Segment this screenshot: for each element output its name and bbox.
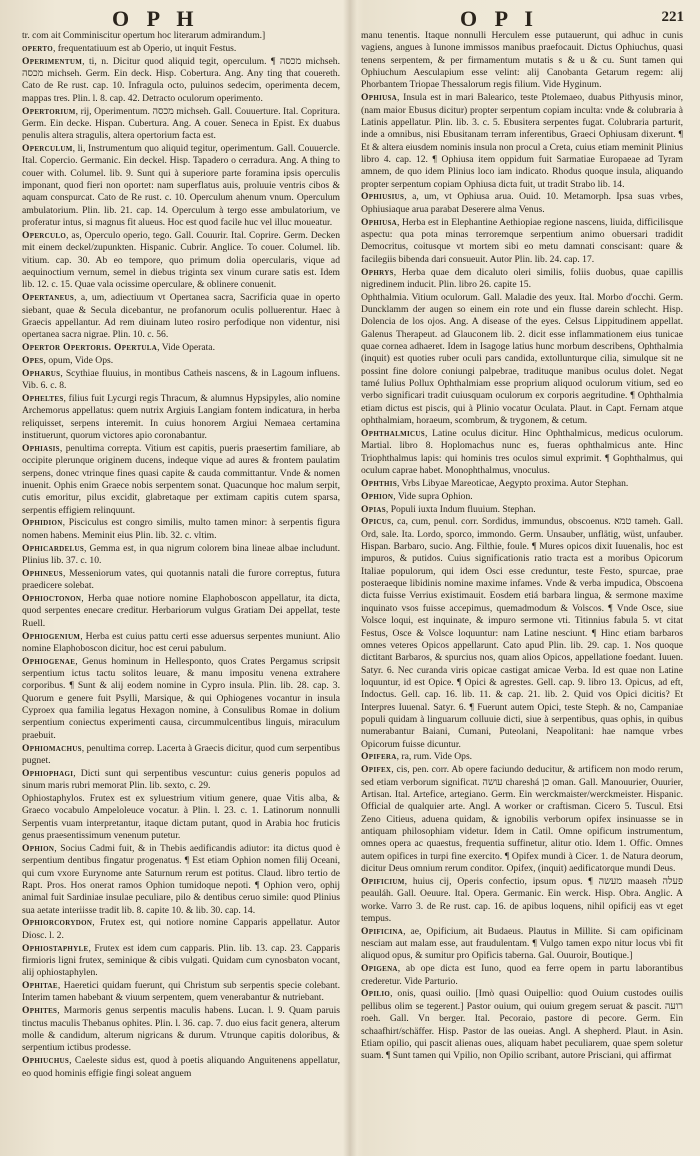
running-head-right: O P I	[460, 6, 539, 31]
headword: Opilio	[361, 988, 391, 1000]
dictionary-entry: Ophiusa, Herba est in Elephantine Aethiopiae regione nascens, liuida, difficilisque aspectu: qua pota minas terroremque serpentium animo obuersari tradidit Democritus, coitusque vt mortem sibi eo metu damnati conscisant: quare & facilegiis bibenda dari consueuit. Autor Plin. lib. 24. cap. 17.	[361, 216, 683, 265]
dictionary-entry: Opicus, ca, cum, penul. corr. Sordidus, immundus, obscoenus. טמא tameh. Gall. Ord, sale. Ita. Lordo, sporco, immondo. Germ. Unsauber, unflätig, wüst, unfauber. Hispan. Barbaro, sucio. Ang. Filthie, foule. ¶ Mures opicos dixit Iuuenalis, hoc est impuros, & putidos. Cuius significationis ratio tracta est a moribus Opicorum Italiae populorum, qui idem Osci esse creduntur, teste Festo, spurcae, prae posteraeque libidinis nomine maxime infames. Vnde & verba impudica, Obscoena dicta fuisse Verrius existimauit. Eosdem etiá barbara lingua, & sermone maxime inquinato vsos fuisse accepimus, quemadmodum & Volscos. ¶ Vnde Osce, siue Volsce loqui, est inquinate, & impuro sermone vti. Titinnius fabula 5. vt citat Festus, Osce & Volsce loquuntur: nam Latine nesciunt. ¶ Hinc etiam barbaros omnes veteres Opicos appellarunt. Cato apud Plin. lib. 29. cap. 1. Nos quoque dictitant Barbaros, & spurcius nos, quam alios Opicos, appellatione foedant. Iuuen. Satyr. 6. Nec curanda viris opicae castigat amicae Verba. Id est quae non Latine loquuntur, id est Opice. ¶ Opici & agrestes. Gell. cap. 9. libro 13. Opicus, ad eft, Indoctus. Gell. cap. 16. lib. 11. & cap. 21. lib. 2. Quid vos Opici dicitis? Et Interpres Iuuenal. Satyr. 6. ¶ Fuerunt autem Opici, teste Steph. & no, Campaniae populi quidam à linguarum colluuie dicti, siue à serpentibus, quas ophis, in quibus numerabantur Baiani, Cumani, Puteolani, Neapolitani: hae namque vrbes Opicorum fuisse dicuntur.	[361, 516, 683, 750]
dictionary-entry: Opificina, ae, Opificium, ait Budaeus. Plautus in Millite. Si cam opificinam nesciam aut malam esse, aut fraudulentam. ¶ Vulgo tamen expo nitur locus vbi fit aliquod opus, & sumitur pro Opificis taberna. Gal. Ouuroir, Boutique.]	[361, 925, 683, 962]
dictionary-entry: Opilio, onis, quasi ouilio. [Imò quasi Ouipellio: quod Ouium custodes ouilis pellibus olim se tegerent.] Pastor ouium, qui ouium gregem seruat & pascit. רועה roeh. Gall. Vn berger. Ital. Pecoraio, pastore di pecore. Germ. Ein schaafhirt/schäffer. Hisp. Pastor de las oueias. Angl. A shepherd. Plaut. in Asin. Etiam opilio, qui pascit alienas oues, aliquam habet peculiarem, quae spem soletur suam. ¶ Sunt tamen qui Vpilio, non Opilio scribant, autore Prisciani, qui affirmat	[361, 988, 683, 1062]
dictionary-entry: Ophion, Vide supra Ophion.	[361, 490, 473, 502]
dictionary-entry: Ophthalmicus, Latine oculus dicitur. Hinc Ophthalmicus, medicus oculorum. Martial. libro 8. Hoplomachus nunc es, fueras ophthalmicus ante. Hinc Triophthalmus lapis: qui hominis tres oculos simul exprimit. ¶ Gophthalmus, qui oculum caprae habet. Monophthalmus, vnoculus.	[361, 428, 683, 477]
headword: Opificina	[361, 925, 404, 937]
headword: Opicus	[361, 516, 392, 528]
headword: Ophiusa	[361, 216, 398, 228]
dictionary-entry: Ophiophagi, Dicti sunt qui serpentibus vescuntur: cuius generis populos ad sinum maris rubri memorat Plin. lib. sexto, c. 29.	[22, 767, 340, 792]
headword: Ophiusa	[361, 92, 398, 104]
dictionary-entry: Opharus, Scythiae fluuius, in montibus Catheis nascens, & in Lagoum influens. Vib. 6. c. 8.	[22, 367, 340, 392]
headword: Opias	[361, 503, 386, 515]
dictionary-entry: Ophthis, Vrbs Libyae Mareoticae, Aegypto proxima. Autor Stephan.	[361, 477, 629, 489]
dictionary-entry: Ophicardelus, Gemma est, in qua nigrum colorem bina lineae albae includunt. Plinius lib. 37. c. 10.	[22, 542, 340, 566]
dictionary-entry: Ophiusa, Insula est in mari Balearico, teste Ptolemaeo, duabus Pithyusis minor, (nam maior Ebusus dicitur) propter serpentum copiam inculta: vnde & colubraria à Latinis appellatur. Plin. lib. 3. c. 5. Ebusitera serpentes fugat. Colubraria parturit, inde a omnibus, nisi Ebusitanam terram inferentibus, Graeci Ophiusam dixerunt. ¶ Et & altera eiusdem nominis insula non procul a Creta, cuius etiam meminit Plinius libro 4. cap. 12. ¶ Ophiusa item oppidum fuit Sarmatiae Europaeae ad Tyram amnem, de quo idem Plinius loco iam indicato. Rhodus quoque insula, aliquando propter serpentum copiam Ophiusa dicta fuit, ut tradit Strabo lib. 14.	[361, 92, 683, 190]
dictionary-entry: operto, frequentatiuum est ab Operio, ut inquit Festus.	[22, 42, 237, 54]
headword: Ophion	[22, 842, 55, 854]
headword: Opificium	[361, 875, 405, 887]
headword: operto	[22, 42, 53, 54]
headword: Opheltes	[22, 392, 64, 404]
dictionary-entry: Operculo, as, Operculo operio, tego. Gall. Couurir. Ital. Coprire. Germ. Decken mit einem deckel/zupunkten. Hispanic. Cubrir. Anglice. To couer. Columel. lib. vitium. cap. 30. Ab eo tempore, quo primum dolia opercularis, vique ad aequinoctium vernum, semel in diebus triginta sex vinum curare satis est. Idem lib. 12. c. 15. Quae vala ocissime operculare, & oblinere conuenit.	[22, 230, 340, 291]
headword: Opertorium	[22, 105, 76, 117]
dictionary-entry: Ophites, Marmoris genus serpentis maculis habens. Lucan. l. 9. Quam paruis tinctus maculis Thebanus ophites. Plin. l. 36. cap. 7. duo eius facit genera, alterum molle & candidum, alterum nigricans & durum. Vtrunque capitis doloribus, & serpentium ictibus prodesse.	[22, 1005, 340, 1054]
headword: Opifera	[361, 751, 397, 763]
headword: Ophiuchus	[22, 1055, 70, 1067]
headword: Ophiogenium	[22, 630, 81, 642]
dictionary-entry: Opheltes, filius fuit Lycurgi regis Thracum, & alumnus Hypsipyles, alio nomine Archemorus appellatus: quem nutrix Argiuis Langiam fontem indicatura, in herba reliquisset, serpens interemit. In cuius honorem Argiui Nemaea certamina instituerunt, quorum victores apio coronabantur.	[22, 392, 340, 441]
dictionary-entry: tr. com ait Comminiscitur opertum hoc literarum admirandum.]	[22, 30, 266, 41]
dictionary-entry: Ophiorcorydon, Frutex est, qui notiore nomine Capparis appellatur. Autor Diosc. l. 2.	[22, 917, 340, 941]
dictionary-entry: Operimentum, ti, n. Dicitur quod aliquid tegit, operculum. ¶ מכסה michseh. מכסה michseh. Germ. Ein deck. Hisp. Cobertura. Ang. Any ting that couereth. Cato de Re rust. cap. 10. Infragula octo, puluinos sedecim, operimenta decem, mappas tres. Plin. l. 8. cap. 42. Detracto oculorum operimento.	[22, 55, 340, 104]
headword: Ophitae	[22, 980, 58, 992]
dictionary-entry: manu tenentis. Itaque nonnulli Herculem esse putauerunt, qui adhuc in cunis vagiens, angues à Iunone immissos manibus praefocauit. Dictus Ophiuchus, quasi tenens serpentem, & per firmamentum mutatis s & u & cu. Sunt tamen qui Ophiuchum Aesculapium esse velint: alij Canobanta Getarum regem: alij Phorbantem Triopae Thessalorum regis filium. Vide Hyginum.	[361, 30, 683, 91]
dictionary-entry: Ophineus, Messeniorum vates, qui quotannis natali die furore correptus, futura praedicere solebat.	[22, 567, 340, 592]
dictionary-entry: Opigena, ab ope dicta est Iuno, quod ea ferre opem in partu laborantibus crederetur. Vide Parturio.	[361, 963, 683, 987]
headword: Ophiomachus	[22, 742, 82, 754]
running-head-left: O P H	[112, 6, 200, 31]
dictionary-entry: Ophiogenium, Herba est cuius pattu certi esse aduersus serpentes muniunt. Alio nomine Elaphoboscon dicitur, hoc est cerui pabulum.	[22, 630, 340, 654]
dictionary-entry: Ophiogenae, Genus hominum in Hellesponto, quos Crates Pergamus scripsit serpentium ictus tactu solitos leuare, & manu impositu venena extrahere corporibus. ¶ Sunt & alij eodem nomine in Cypro insula. Plin. lib. 28. cap. 3. Quorum e genere fuit Psylli, Marsique, & qui Ophiogenes vocantur in insula Cyproex qua familia legatus Hexagon nomine, à Consulibus Romae in dolium serpentium coniectus experimenti causa, circummulcentibus linguis, miraculum praebuit.	[22, 655, 340, 741]
headword: Ophiorcorydon	[22, 917, 93, 929]
headword: Operculum	[22, 143, 73, 155]
book-gutter	[343, 0, 357, 1156]
left-column	[22, 30, 340, 1148]
dictionary-entry: Ophiuchus, Caeleste sidus est, quod à poetis aliquando Anguitenens appellatur, eo quod hominis effigie fingi soleat anguem	[22, 1055, 340, 1079]
dictionary-entry: Ophioctonon, Herba quae notiore nomine Elaphoboscon appellatur, ita dicta, quod serpentes enecare creditur. Herbariorum vulgus Gratiam Dei appellat, teste Ruell.	[22, 592, 340, 629]
dictionary-entry: Ophion, Socius Cadmi fuit, & in Thebis aedificandis adiutor: ita dictus quod è serpentium dentibus fingatur progenatus. ¶ Est etiam Ophion nomen filij Oceani, qui cum vxore Eurynome ante Saturnum rerum est potitus. Claud. libro tertio de Rapt. Pros. Hos onerat ramos Ophion tumidoque nepoti. ¶ Ophion vero, ophij animal fuit Sardiniae insulae peculiare, pilo & dentibus ceruo simile: quod Plinius sua aetate interiisse tradit lib. 8. capite 10. & lib. 30. cap. 14.	[22, 842, 340, 916]
headword: Ophiostaphyle	[22, 942, 89, 954]
right-column	[361, 30, 683, 1148]
headword: Ophthalmicus	[361, 428, 425, 439]
page-header	[0, 4, 700, 31]
headword: Ophthis	[361, 477, 398, 489]
headword: Ophion	[361, 490, 394, 502]
dictionary-entry: Operculum, li, Instrumentum quo aliquid tegitur, operimentum. Gall. Couuercle. Ital. Copercio. Germanic. Ein deckel. Hisp. Tapadero o cerradura. Ang. A thing to couer with. Columel. lib. 9. Sunt qui à superiore parte foramina ipsis operculis imponant, quod fieri non oportet: nam superflatus auis, proluuie ventris cibos & aquam conspurcat. Cato de Re rust. c. 10. Operculum ahenum vnum. Operculum ambulatorium. Plin. lib. 21. cap. 14. Operculum à tergo esse ambulatorium, ve proferatur intus, si magnus fit alueus. Hoc est quod facile huc vel illuc moueatur.	[22, 143, 340, 229]
dictionary-entry: Ophrys, Herba quae dem dicaluto oleri similis, foliis duobus, quae capillis nigredinem inducit. Plin. libro 26. capite 15.	[361, 266, 683, 290]
headword: Opigena	[361, 963, 398, 975]
headword: Ophiogenae	[22, 655, 76, 667]
dictionary-entry: Ophiusius, a, um, vt Ophiusa arua. Ouid. 10. Metamorph. Ipsa suas vrbes, Ophiusiaque arua parabat Deserere alma Venus.	[361, 191, 683, 215]
dictionary-entry: Ophiostaphylos. Frutex est ex syluestrium vitium genere, quae Vitis alba, & Graeco vocabulo Ampeloleuce vocatur. à Plin. l. 23. c. 1. Latinorum nonnulli Serpentis vuam interpretantur, itaque dictam putant, quod in Arabia hoc fruticis genus praesentissimum venenum putetur.	[22, 792, 340, 841]
dictionary-entry: Ophthalmia. Vitium oculorum. Gall. Maladie des yeux. Ital. Morbo d'occhi. Germ. Duncklamm der augen so einem ein rote und ein flusse darein schlecht. Hisp. Dolencia de los ojos. Ang. A disease of the eyes. Celsus Lippitudinem appellat. Galenus Therapeut. ad Glauconem lib. 2. dicit esse inflammationem eius tunicae quae cornea adhaeret. Idem in Isagoge latius hunc morbum describens, Ophthalmia (inquit) est quoties ruber oculi pars candida, extollunturque cilia, simulque sit ne possint fine dolore coniungi palpebrae, tradituque manibus oculus dolet. Negat tamé Iulius Pollux Ophthalmiam esse proprium aliquod oculorum vitium, sed eo verbo significari tradit cuiusquam oculorum ex corporis aegritudine. ¶ Ophthalmia etiam dictus est piscis, qui à Plinio vocatur Oculata. Plaut. in Capt. Fernam atque ophthalmiam, horaeum, scombrum, & trygonem, & cetum.	[361, 291, 683, 427]
dictionary-entry: Opes, opum, Vide Ops.	[22, 354, 114, 366]
dictionary-entry: Opertaneus, a, um, adiectiuum vt Opertanea sacra, Sacrificia quae in operto siebant, quae & Secula dicebantur, ne profanorum oculis polluerentur. Haec à Graecis appellantur. Ad rem diuinam luteo rosiro perfodique non videntur, nisi opertanea sacra nigrae. Plin. 10. c. 56.	[22, 292, 340, 341]
dictionary-entry: Ophiomachus, penultima correp. Lacerta à Graecis dicitur, quod cum serpentibus pugnet.	[22, 742, 340, 766]
headword: Opifex	[361, 764, 392, 776]
headword: Ophiophagi	[22, 767, 74, 779]
headword: Ophrys	[361, 266, 394, 278]
headword: Operculo	[22, 230, 67, 241]
dictionary-entry: Opertor Opertoris. Opertula, Vide Operata.	[22, 342, 215, 354]
dictionary-entry: Opificium, huius cij, Operis confectio, ipsum opus. ¶ מעשה maaseh פעלה peauláh. Gall. Oeuure. Ital. Opera. Germanic. Ein werck. Hisp. Obra. Anglic. A worke. Varro 3. de Re rust. cap. 16. de apibus loquens, nihil opificij eas vt eget tempus.	[361, 875, 683, 924]
headword: Opertaneus	[22, 292, 75, 304]
dictionary-entry: Ophiostaphyle, Frutex est idem cum capparis. Plin. lib. 13. cap. 23. Capparis firmioris ligni frutex, seminique & cibis vulgati. Quidam cum cynosbaton vocant, alij ophiostaphylen.	[22, 942, 340, 979]
headword: Ophiasis	[22, 442, 60, 454]
dictionary-entry: Ophiasis, penultima correpta. Vitium est capitis, pueris praesertim familiare, ab occipite plerunque originem ducens, indeque vique ad aures & frontem paulatim serpens, donec vtrinque fines quasi capite & cauda committantur. Vnde & nomen inuenit. Ophis enim Graece nobis serpentem sonat. Quacunque hoc malum serpit, cutis emoritur, pilus excidit, glabretaque per extimam capitis cutem sparsa, serpentis effigiem relinquunt.	[22, 442, 340, 516]
headword: Ophineus	[22, 567, 63, 579]
headword: Opertor Opertoris. Opertula	[22, 342, 158, 354]
dictionary-entry: Opifera, ra, rum. Vide Ops.	[361, 751, 473, 763]
headword: Operimentum	[22, 55, 83, 67]
dictionary-entry: Opertorium, rij, Operimentum. מכסה michseh. Gall. Couuerture. Ital. Copritura. Germ. Ein decke. Hispan. Cubertura. Ang. A couer. Seneca in Epist. Ex duabus penulis altera stragulis, altera opertorium facta est.	[22, 105, 340, 142]
headword: Ophioctonon	[22, 592, 82, 604]
page-number: 221	[661, 9, 684, 25]
headword: Ophiusius	[361, 191, 405, 203]
headword: Opharus	[22, 367, 61, 379]
dictionary-entry: Ophidion, Pisciculus est congro similis, multo tamen minor: à serpentis figura nomen habens. Meminit eius Plin. lib. 32. c. vltim.	[22, 517, 340, 541]
dictionary-entry: Opifex, cis, pen. corr. Ab opere faciundo deducitur, & artificem non modo rerum, sed etiam verborum significat. עושה chareshá כן oman. Gall. Manouurier, Ouurier, Artisan. Ital. Artefice, artegiano. Germ. Ein werckmaister/werckmeister. Hispanic. Official de qualquier arte. Angl. A worker or craftisman. Cicero 5. Tuscul. Etsi Zeno Citieus, aduena quidam, & ignobilis verborum opifex insinuasse se in antiquam philosophiam videtur. Idem in Catil. Omne opificum instrumentum, omnes opera ac quaestus, frequentia suffinetur, alitur otio. Idem 1. Offic. Omnes autem opifices in turpi fine exercito. ¶ Opifex mundi à Cicer. 1. de Natura deorum, dicitur Deus omnium rerum conditor. Opifex, (inquit) aedificatorque mundi Deus.	[361, 764, 683, 875]
headword: Ophidion	[22, 517, 63, 529]
headword: Ophicardelus	[22, 542, 85, 554]
headword: Ophites	[22, 1005, 58, 1017]
dictionary-entry: Opias, Populi iuxta Indum fluuium. Stephan.	[361, 503, 536, 515]
headword: Opes	[22, 354, 44, 366]
dictionary-entry: Ophitae, Haeretici quidam fuerunt, qui Christum sub serpentis specie colebant. Interim tamen habebant & viuum serpentem, quem venerabantur & nutriebant.	[22, 980, 340, 1004]
